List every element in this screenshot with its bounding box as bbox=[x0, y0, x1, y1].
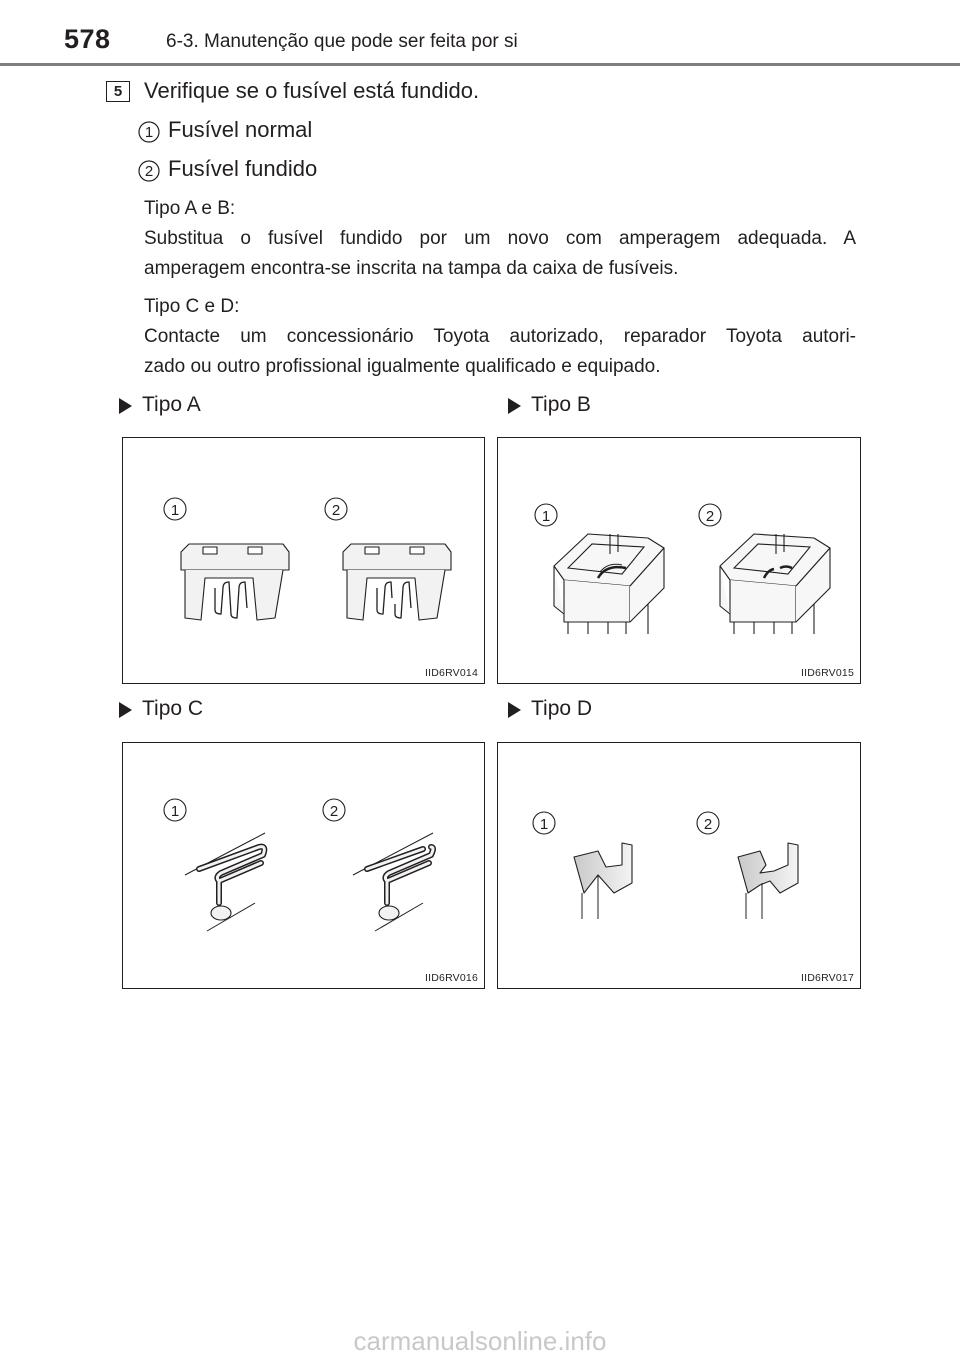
figure-code: IID6RV017 bbox=[801, 972, 854, 984]
header-rule bbox=[0, 63, 960, 66]
note-line: Contacte um concessionário Toyota autorizado, reparador Toyota autori- bbox=[144, 326, 856, 347]
step-number-badge: 5 bbox=[106, 81, 130, 102]
svg-text:1: 1 bbox=[144, 124, 154, 141]
svg-text:1: 1 bbox=[539, 816, 549, 833]
item-normal-fuse: Fusível normal bbox=[168, 117, 313, 142]
note-line: amperagem encontra-se inscrita na tampa da caixa de fusíveis. bbox=[144, 258, 679, 279]
bullet-triangle-icon bbox=[508, 702, 521, 718]
note-line: zado ou outro profissional igualmente qualificado e equipado. bbox=[144, 356, 661, 377]
section-title: 6-3. Manutenção que pode ser feita por si bbox=[166, 31, 518, 52]
figure-type-b bbox=[497, 437, 861, 684]
figure-label-type-c: Tipo C bbox=[142, 697, 204, 720]
fuse-type-b-illustration bbox=[498, 438, 862, 685]
watermark: carmanualsonline.info bbox=[353, 1326, 607, 1356]
bullet-triangle-icon bbox=[508, 398, 521, 414]
note-heading: Tipo A e B: bbox=[144, 198, 236, 219]
figure-label-type-a: Tipo A bbox=[142, 393, 201, 416]
svg-text:2: 2 bbox=[331, 502, 341, 519]
callout-1-icon bbox=[138, 121, 160, 143]
figure-code: IID6RV015 bbox=[801, 667, 854, 679]
svg-text:2: 2 bbox=[703, 816, 713, 833]
svg-text:2: 2 bbox=[144, 163, 154, 180]
svg-text:2: 2 bbox=[329, 803, 339, 820]
figure-type-c bbox=[122, 742, 485, 989]
figure-code: IID6RV014 bbox=[425, 667, 478, 679]
figure-type-a bbox=[122, 437, 485, 684]
page-number: 578 bbox=[64, 24, 111, 54]
fuse-type-d-illustration bbox=[498, 743, 862, 990]
svg-text:2: 2 bbox=[705, 508, 715, 525]
figure-type-d bbox=[497, 742, 861, 989]
fuse-type-a-illustration bbox=[123, 438, 486, 685]
bullet-triangle-icon bbox=[119, 702, 132, 718]
item-blown-fuse: Fusível fundido bbox=[168, 156, 318, 181]
svg-text:1: 1 bbox=[170, 502, 180, 519]
step-instruction: Verifique se o fusível está fundido. bbox=[144, 78, 480, 103]
note-line: Substitua o fusível fundido por um novo com amperagem adequada. A bbox=[144, 228, 856, 249]
callout-2-icon bbox=[138, 160, 160, 182]
page-header bbox=[0, 0, 960, 68]
figure-code: IID6RV016 bbox=[425, 972, 478, 984]
svg-text:1: 1 bbox=[541, 508, 551, 525]
fuse-type-c-illustration bbox=[123, 743, 486, 990]
figure-label-type-b: Tipo B bbox=[531, 393, 591, 416]
note-type-a-b bbox=[144, 194, 856, 284]
figure-label-type-d: Tipo D bbox=[531, 697, 593, 720]
note-type-c-d bbox=[144, 292, 856, 382]
bullet-triangle-icon bbox=[119, 398, 132, 414]
note-heading: Tipo C e D: bbox=[144, 296, 240, 317]
svg-text:1: 1 bbox=[170, 803, 180, 820]
